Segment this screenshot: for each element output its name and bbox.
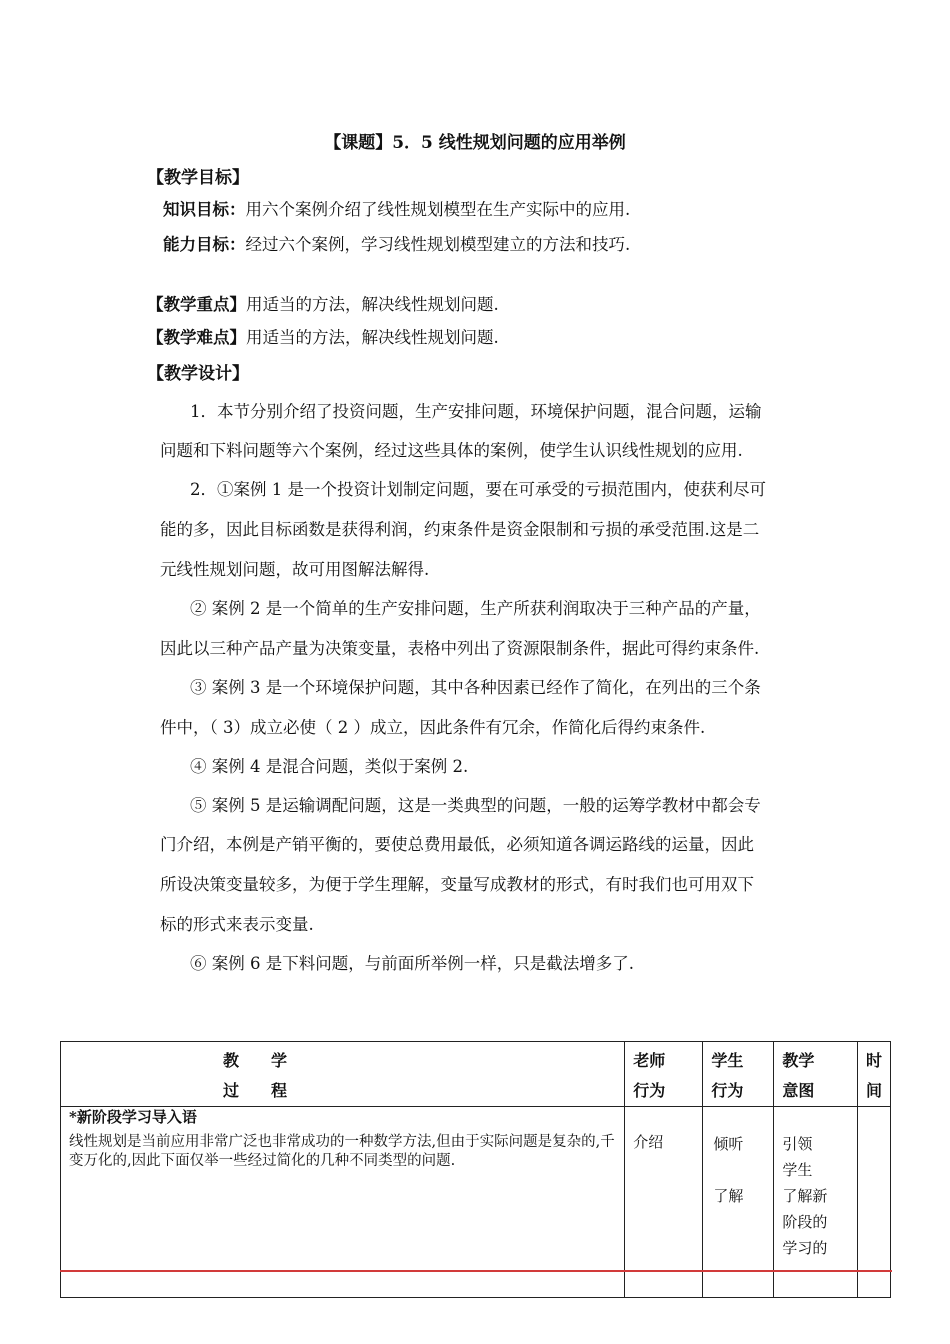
header-teacher (625, 1042, 703, 1107)
header-teacher-line: 老师 (633, 1051, 666, 1070)
key-point (147, 291, 499, 315)
objectives-header: 【教学目标】 (147, 168, 249, 188)
ability-objective (163, 231, 630, 255)
header-intent (774, 1042, 858, 1107)
design-line: 1．本节分别介绍了投资问题，生产安排问题，环境保护问题，混合问题，运输 (190, 402, 762, 421)
student-action: 了解 (713, 1187, 744, 1205)
intent-line: 了解新 (782, 1187, 828, 1205)
time-cell (857, 1107, 890, 1298)
design-line: 2．①案例 1 是一个投资计划制定问题，要在可承受的亏损范围内，使获利尽可 (190, 480, 766, 499)
header-student-line: 学生 (711, 1051, 744, 1070)
header-student-line: 行为 (711, 1081, 744, 1100)
page-bottom-rule (60, 1270, 892, 1272)
design-line: 门介绍，本例是产销平衡的，要使总费用最低，必须知道各调运路线的运量，因此 (160, 835, 754, 854)
difficulty-label: 【教学难点】 (147, 328, 246, 347)
intent-line: 阶段的 (782, 1213, 828, 1231)
design-line: 因此以三种产品产量为决策变量，表格中列出了资源限制条件，据此可得约束条件. (160, 639, 760, 658)
section-title: *新阶段学习导入语 (69, 1108, 197, 1126)
ability-text: 经过六个案例，学习线性规划模型建立的方法和技巧. (245, 235, 631, 254)
key-point-text: 用适当的方法，解决线性规划问题. (246, 295, 499, 314)
header-time-line: 时 (865, 1051, 882, 1070)
header-process-line: 教 学 (223, 1051, 288, 1070)
header-intent-line: 意图 (782, 1081, 815, 1100)
process-cell (61, 1107, 625, 1298)
design-line: 标的形式来表示变量. (160, 915, 314, 934)
design-line: ⑤ 案例 5 是运输调配问题，这是一类典型的问题，一般的运筹学教材中都会专 (190, 796, 761, 815)
teacher-action-cell (625, 1107, 703, 1298)
teacher-action: 介绍 (633, 1133, 664, 1151)
header-process (61, 1042, 625, 1107)
student-action: 倾听 (713, 1135, 744, 1153)
section-body: 线性规划是当前应用非常广泛也非常成功的一种数学方法,但由于实际问题是复杂的,千变万化的,因此下面仅举一些经过简化的几种不同类型的问题. (69, 1134, 615, 1169)
difficulty-text: 用适当的方法，解决线性规划问题. (246, 328, 499, 347)
intent-cell (774, 1107, 858, 1298)
design-line: ⑥ 案例 6 是下料问题，与前面所举例一样，只是截法增多了. (190, 954, 634, 973)
design-line: 件中，（ 3）成立必使（ 2 ）成立，因此条件有冗余，作简化后得约束条件. (160, 718, 706, 737)
header-intent-line: 教学 (782, 1051, 815, 1070)
design-line: ③ 案例 3 是一个环境保护问题，其中各种因素已经作了简化，在列出的三个条 (190, 678, 761, 697)
difficulty (147, 324, 499, 348)
knowledge-label: 知识目标： (163, 200, 246, 219)
design-line: 问题和下料问题等六个案例，经过这些具体的案例，使学生认识线性规划的应用. (160, 441, 743, 460)
design-header: 【教学设计】 (147, 364, 249, 384)
intent-line: 学生 (782, 1161, 813, 1179)
intent-line: 学习的 (782, 1239, 828, 1257)
header-teacher-line: 行为 (633, 1081, 666, 1100)
page-title: 【课题】5．5 线性规划问题的应用举例 (324, 133, 626, 153)
design-line: ④ 案例 4 是混合问题，类似于案例 2. (190, 757, 469, 776)
key-point-label: 【教学重点】 (147, 295, 246, 314)
table-row (61, 1107, 891, 1298)
knowledge-text: 用六个案例介绍了线性规划模型在生产实际中的应用. (245, 200, 631, 219)
design-line: 能的多，因此目标函数是获得利润，约束条件是资金限制和亏损的承受范围.这是二 (160, 520, 760, 539)
header-time-line: 间 (865, 1081, 882, 1100)
design-line: 元线性规划问题，故可用图解法解得. (160, 560, 430, 579)
ability-label: 能力目标： (163, 235, 246, 254)
design-line: 所设决策变量较多，为便于学生理解，变量写成教材的形式，有时我们也可用双下 (160, 875, 754, 894)
knowledge-objective (163, 196, 630, 220)
intent-line: 引领 (782, 1135, 813, 1153)
header-process-line: 过 程 (223, 1081, 288, 1100)
design-line: ② 案例 2 是一个简单的生产安排问题，生产所获利润取决于三种产品的产量， (190, 599, 761, 618)
header-student (703, 1042, 774, 1107)
student-action-cell (703, 1107, 774, 1298)
header-time (857, 1042, 890, 1107)
table-header-row (61, 1042, 891, 1107)
lesson-process-table (60, 1041, 891, 1298)
